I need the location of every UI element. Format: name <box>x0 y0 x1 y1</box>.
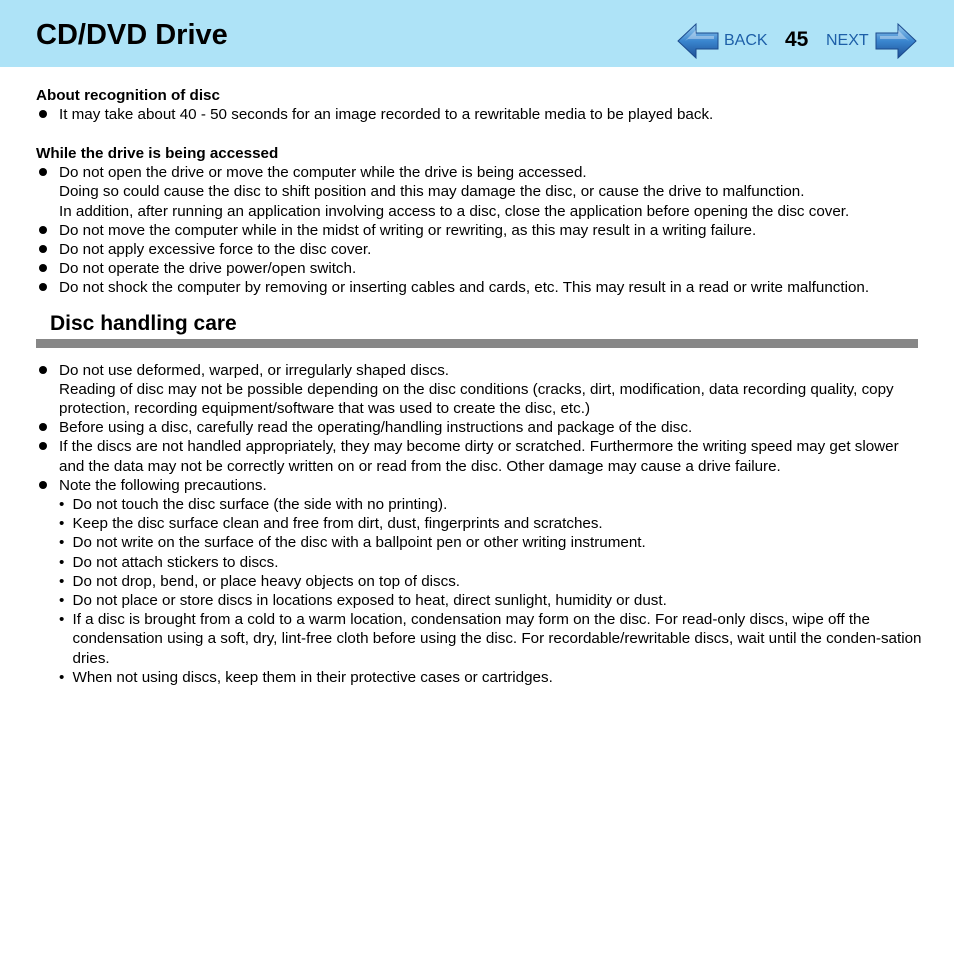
disc-care-list <box>36 361 922 687</box>
recognition-heading: About recognition of disc <box>36 87 220 104</box>
list-item: Do not shock the computer by removing or inserting cables and cards, etc. This may result in a read or write malfunction. <box>36 278 922 297</box>
list-item: • Do not touch the disc surface (the side with no printing). <box>59 495 922 514</box>
page-title: CD/DVD Drive <box>36 19 228 51</box>
list-item: Do not open the drive or move the computer while the drive is being accessed. Doing so could cause the disc to shift position and this may damage the disc, or cause the drive to malfunction. In addition, after running an application involving access to a disc, close the application before opening the disc cover. <box>36 163 922 221</box>
precautions-list <box>59 495 922 687</box>
list-item: Do not move the computer while in the midst of writing or rewriting, as this may result in a writing failure. <box>36 221 922 240</box>
list-item-detail: In addition, after running an application involving access to a disc, close the application before opening the disc cover. <box>59 202 850 220</box>
accessing-list <box>36 163 922 297</box>
next-button[interactable]: NEXT <box>826 32 869 49</box>
list-item: • Do not write on the surface of the disc with a ballpoint pen or other writing instrument. <box>59 533 922 552</box>
next-arrow-icon[interactable] <box>874 22 918 60</box>
list-item: • Do not place or store discs in locations exposed to heat, direct sunlight, humidity or dust. <box>59 591 922 610</box>
section-title: Disc handling care <box>50 311 237 335</box>
list-item: • When not using discs, keep them in their protective cases or cartridges. <box>59 668 922 687</box>
list-item: If the discs are not handled appropriately, they may become dirty or scratched. Furthermore the writing speed may get slower and the data may not be correctly written on or read from the disc. Other damage may cause a drive failure. <box>36 437 922 475</box>
back-arrow-icon[interactable] <box>676 22 720 60</box>
list-item: • Do not drop, bend, or place heavy objects on top of discs. <box>59 572 922 591</box>
list-item: It may take about 40 - 50 seconds for an image recorded to a rewritable media to be played back. <box>36 105 922 124</box>
list-item-detail: Reading of disc may not be possible depending on the disc conditions (cracks, dirt, modification, data recording quality, copy protection, recording equipment/software that was used to create the disc, etc.) <box>59 380 894 417</box>
page-header <box>0 0 954 67</box>
accessing-heading: While the drive is being accessed <box>36 144 279 162</box>
list-item: • Do not attach stickers to discs. <box>59 553 922 572</box>
list-item: Do not apply excessive force to the disc cover. <box>36 240 922 259</box>
list-item: Do not use deformed, warped, or irregularly shaped discs. Reading of disc may not be possible depending on the disc conditions (cracks, dirt, modification, data recording quality, copy protection, recording equipment/software that was used to create the disc, etc.) <box>36 361 922 419</box>
back-button[interactable]: BACK <box>724 32 768 49</box>
list-item: Note the following precautions. • Do not touch the disc surface (the side with no printing). • Keep the disc surface clean and free from dirt, dust, fingerprints and scratches. • Do not write on the surface of the disc with a ballpoint pen or other writing instrument. • Do not attach stickers to discs. • Do not drop, bend, or place heavy objects on top of discs. • Do not place or store discs in locations exposed to heat, direct sunlight, humidity or dust. • If a disc is brought from a cold to a warm location, condensation may form on the disc. For read-only discs, wipe off the condensation using a soft, dry, lint-free cloth before using the disc. For recordable/rewritable discs, wait until the conden-sation dries. • When not using discs, keep them in their protective cases or cartridges. <box>36 476 922 687</box>
section-divider <box>36 339 918 348</box>
recognition-list <box>36 105 922 124</box>
list-item: Do not operate the drive power/open switch. <box>36 259 922 278</box>
page-number: 45 <box>785 28 809 51</box>
list-item: • Keep the disc surface clean and free from dirt, dust, fingerprints and scratches. <box>59 514 922 533</box>
list-item: Before using a disc, carefully read the operating/handling instructions and package of the disc. <box>36 418 922 437</box>
list-item: • If a disc is brought from a cold to a warm location, condensation may form on the disc. For read-only discs, wipe off the condensation using a soft, dry, lint-free cloth before using the disc. For recordable/rewritable discs, wait until the conden-sation dries. <box>59 610 922 668</box>
list-item-detail: Doing so could cause the disc to shift position and this may damage the disc, or cause the drive to malfunction. <box>59 183 805 201</box>
page-content <box>36 86 922 687</box>
